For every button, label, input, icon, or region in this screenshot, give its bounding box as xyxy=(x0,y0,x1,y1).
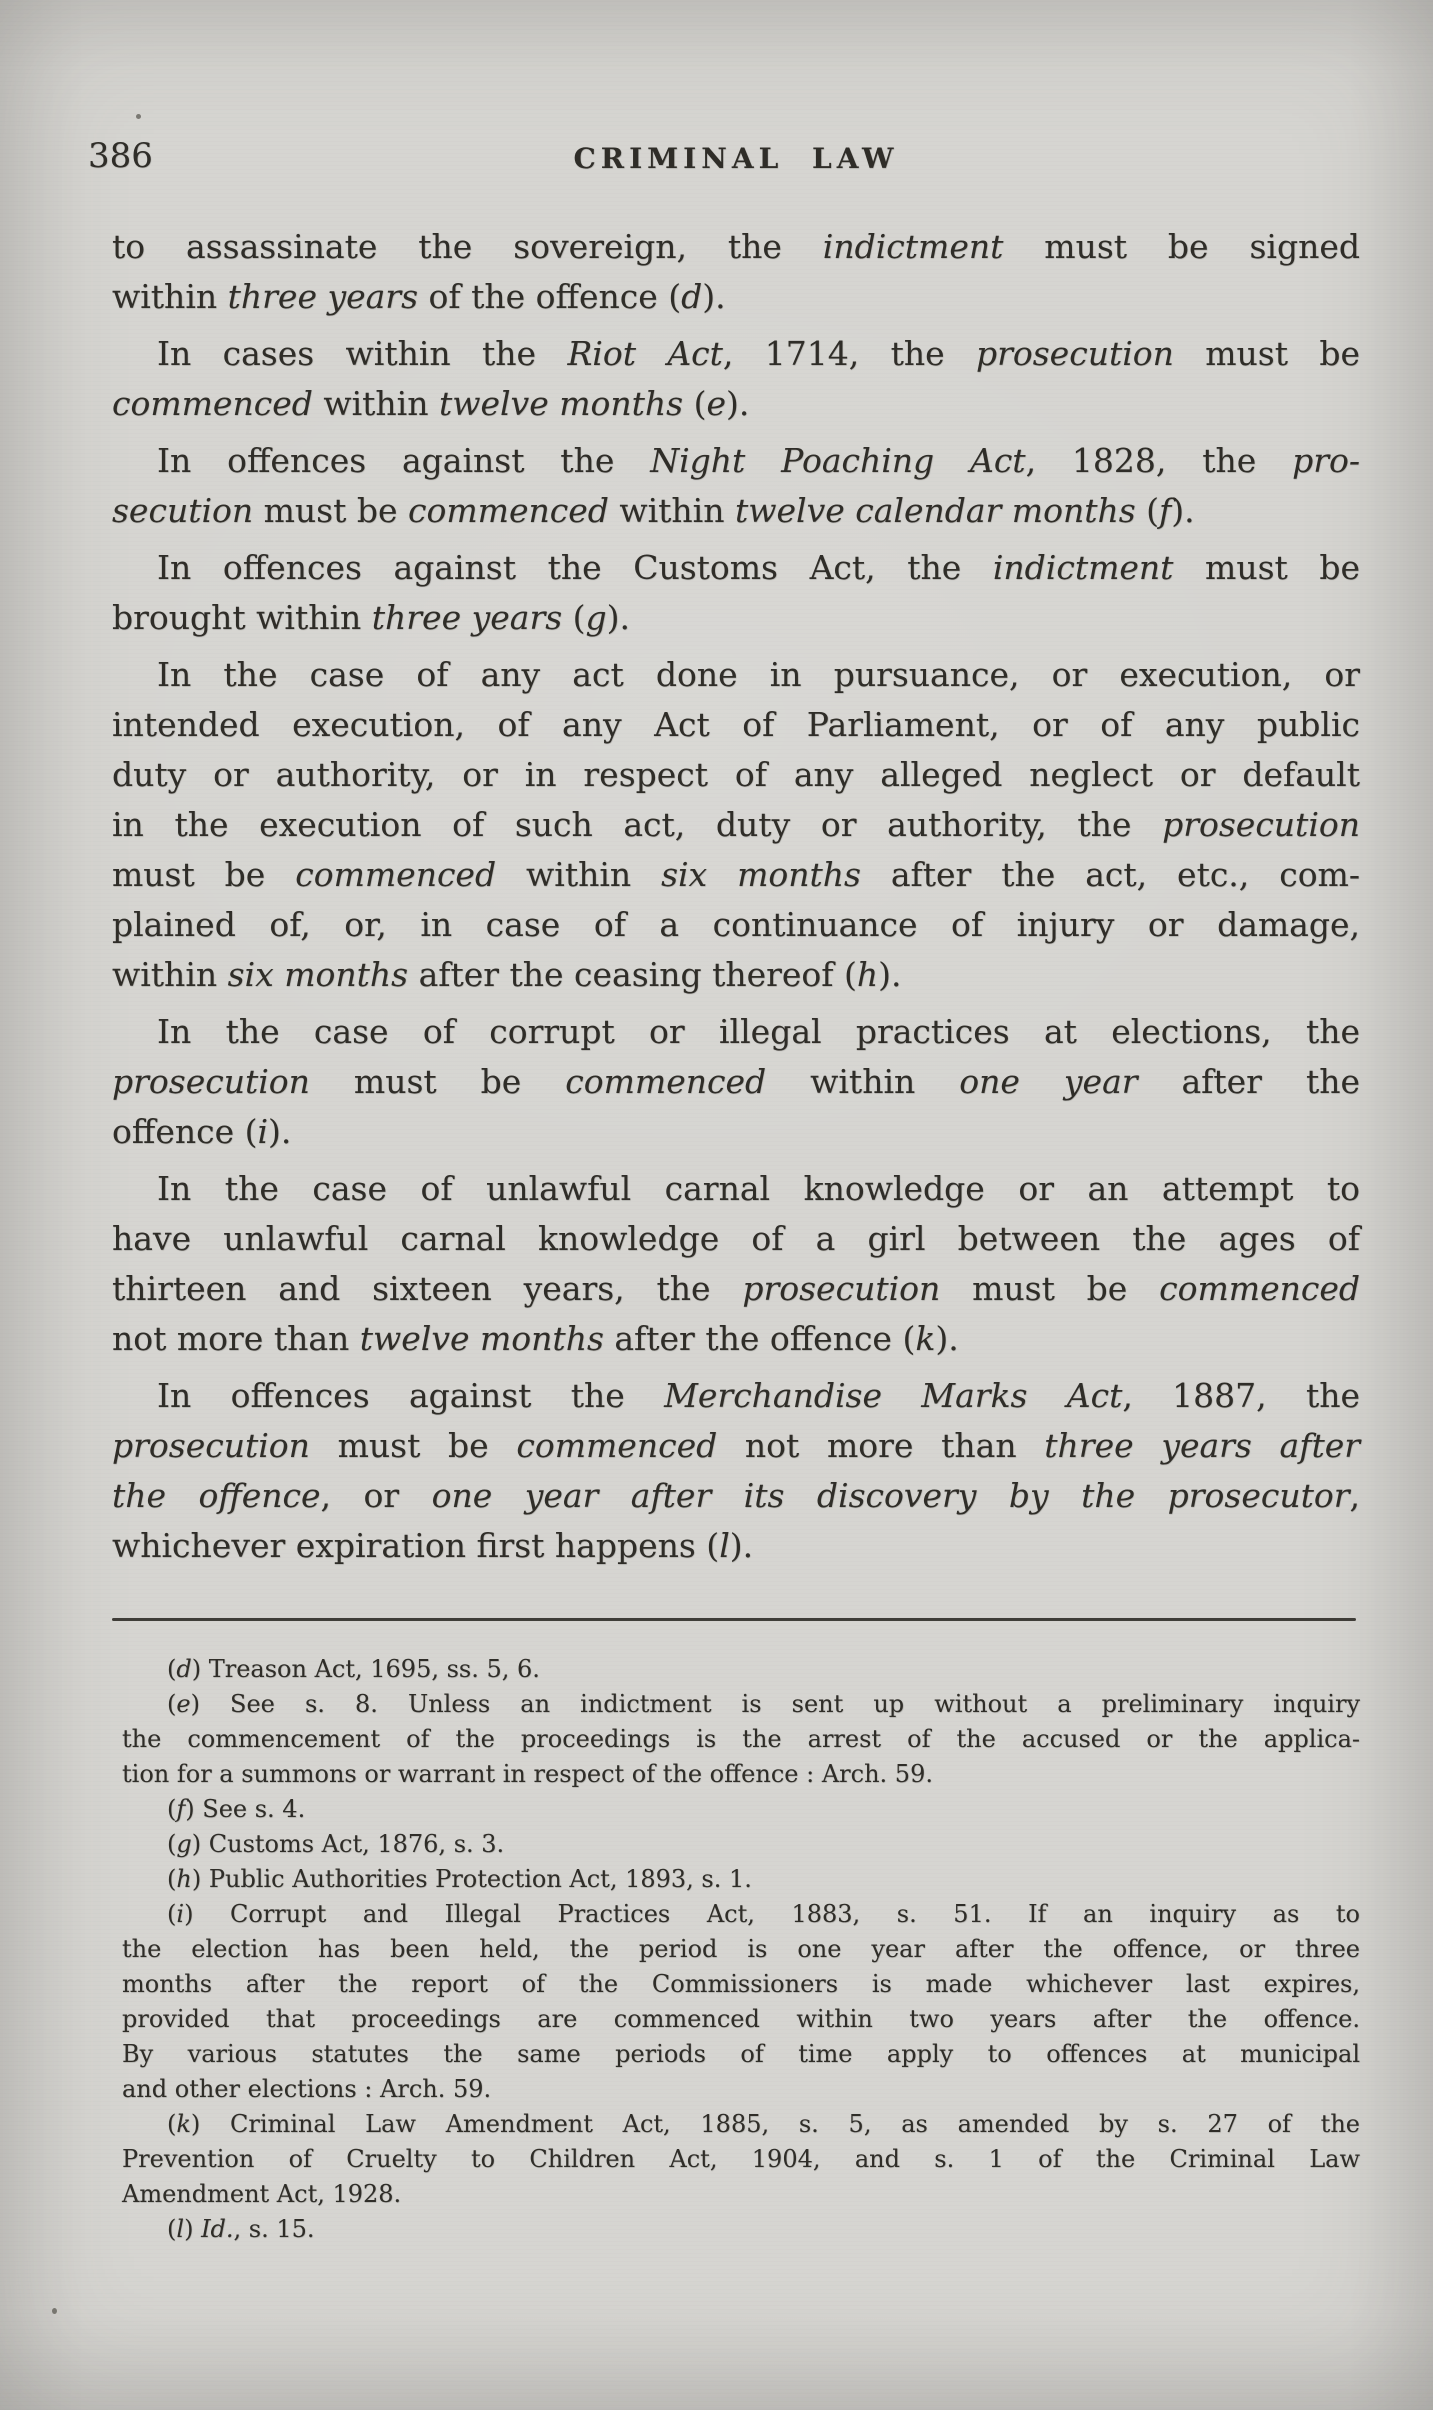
footnote-line: (g) Customs Act, 1876, s. 3. xyxy=(167,1830,505,1858)
body-line: have unlawful carnal knowledge of a girl between the ages of xyxy=(112,1219,1360,1258)
footnote-line: (h) Public Authorities Protection Act, 1893, s. 1. xyxy=(167,1865,752,1893)
body-line: to assassinate the sovereign, the indictment must be signed xyxy=(112,227,1360,266)
body-line: commenced within twelve months (e). xyxy=(112,384,750,423)
footnote-line: the election has been held, the period is one year after the offence, or three xyxy=(122,1935,1360,1963)
footnote-i xyxy=(122,1897,1360,2107)
body-line: In the case of any act done in pursuance, or execution, or xyxy=(157,655,1360,694)
footnote-divider xyxy=(112,1618,1356,1621)
body-line: plained of, or, in case of a continuance of injury or damage, xyxy=(112,905,1360,944)
body-text xyxy=(112,222,1360,1571)
footnote-f xyxy=(122,1792,1360,1827)
footnote-g xyxy=(122,1827,1360,1862)
body-line: within three years of the offence (d). xyxy=(112,277,726,316)
paragraph-night-poaching xyxy=(112,436,1360,536)
paragraph-elections xyxy=(112,1007,1360,1157)
paragraph-merchandise-marks xyxy=(112,1371,1360,1571)
paragraph-carnal-knowledge xyxy=(112,1164,1360,1364)
footnote-line: (d) Treason Act, 1695, ss. 5, 6. xyxy=(167,1655,540,1683)
footnote-line: months after the report of the Commissioners is made whichever last expires, xyxy=(122,1970,1360,1998)
body-line: In the case of unlawful carnal knowledge or an attempt to xyxy=(157,1169,1360,1208)
footnote-line: (k) Criminal Law Amendment Act, 1885, s. 5, as amended by s. 27 of the xyxy=(167,2110,1360,2138)
footnote-line: and other elections : Arch. 59. xyxy=(122,2075,492,2103)
footnote-l xyxy=(122,2212,1360,2247)
body-line: brought within three years (g). xyxy=(112,598,631,637)
body-line: not more than twelve months after the offence (k). xyxy=(112,1319,959,1358)
running-header: CRIMINAL LAW xyxy=(573,142,899,175)
body-line: intended execution, of any Act of Parliament, or of any public xyxy=(112,705,1360,744)
body-line: offence (i). xyxy=(112,1112,292,1151)
footnote-d xyxy=(122,1652,1360,1687)
footnote-line: tion for a summons or warrant in respect of the offence : Arch. 59. xyxy=(122,1760,933,1788)
paper-speck xyxy=(52,2308,57,2314)
body-line: within six months after the ceasing thereof (h). xyxy=(112,955,902,994)
footnote-line: the commencement of the proceedings is the arrest of the accused or the applica- xyxy=(122,1725,1360,1753)
body-line: In the case of corrupt or illegal practices at elections, the xyxy=(157,1012,1360,1051)
body-line: duty or authority, or in respect of any alleged neglect or default xyxy=(112,755,1360,794)
footnote-e xyxy=(122,1687,1360,1792)
paper-speck xyxy=(136,114,141,119)
footnote-line: provided that proceedings are commenced within two years after the offence. xyxy=(122,2005,1360,2033)
paragraph-customs xyxy=(112,543,1360,643)
body-line: the offence, or one year after its discovery by the prosecutor, xyxy=(112,1476,1360,1515)
footnote-line: Amendment Act, 1928. xyxy=(122,2180,402,2208)
footnote-k xyxy=(122,2107,1360,2212)
body-line: prosecution must be commenced within one year after the xyxy=(112,1062,1360,1101)
footnotes xyxy=(122,1652,1360,2247)
footnote-line: (l) Id., s. 15. xyxy=(167,2215,315,2243)
body-line: In cases within the Riot Act, 1714, the prosecution must be xyxy=(157,334,1360,373)
body-line: In offences against the Night Poaching Act, 1828, the pro- xyxy=(157,441,1361,480)
footnote-line: (i) Corrupt and Illegal Practices Act, 1883, s. 51. If an inquiry as to xyxy=(167,1900,1360,1928)
footnote-h xyxy=(122,1862,1360,1897)
footnote-line: By various statutes the same periods of time apply to offences at municipal xyxy=(122,2040,1360,2068)
body-line: secution must be commenced within twelve calendar months (f). xyxy=(112,491,1195,530)
body-line: in the execution of such act, duty or authority, the prosecution xyxy=(112,805,1360,844)
paragraph-public-authorities xyxy=(112,650,1360,1000)
paragraph-riot-act xyxy=(112,329,1360,429)
footnote-line: Prevention of Cruelty to Children Act, 1904, and s. 1 of the Criminal Law xyxy=(122,2145,1360,2173)
paragraph-treason xyxy=(112,222,1360,322)
body-line: thirteen and sixteen years, the prosecution must be commenced xyxy=(112,1269,1360,1308)
body-line: In offences against the Merchandise Marks Act, 1887, the xyxy=(157,1376,1360,1415)
body-line: must be commenced within six months after the act, etc., com- xyxy=(112,855,1360,894)
body-line: In offences against the Customs Act, the indictment must be xyxy=(157,548,1361,587)
body-line: whichever expiration first happens (l). xyxy=(112,1526,754,1565)
page-number: 386 xyxy=(88,136,153,176)
footnote-line: (e) See s. 8. Unless an indictment is sent up without a preliminary inquiry xyxy=(167,1690,1360,1718)
body-line: prosecution must be commenced not more than three years after xyxy=(112,1426,1361,1465)
footnote-line: (f) See s. 4. xyxy=(167,1795,306,1823)
